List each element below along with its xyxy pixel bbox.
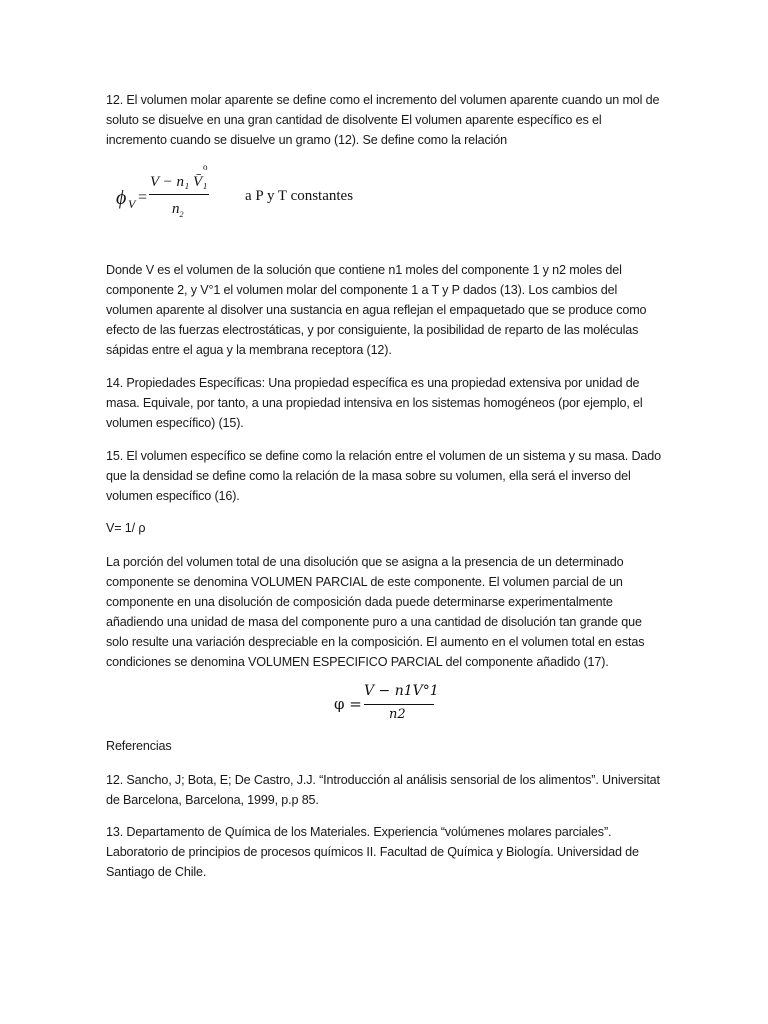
formula-v-rho: V= 1/ ρ [106,521,146,535]
paragraph-14: 14. Propiedades Específicas: Una propiedad específica es una propiedad extensiva por unidad de masa. Equivale, por tanto, a una propiedad intensiva en los sistemas homogéneos (por ejemplo, el volumen específico) (15). [106,376,643,430]
equation2-fraction-bar [364,704,434,705]
references-heading: Referencias [106,739,172,753]
fraction-bar [149,194,209,195]
equation2-lhs: φ = [334,695,362,713]
equation-lhs-phi: ϕ [116,187,127,209]
equation-lhs-subscript: V [128,197,136,211]
paragraph-15: 15. El volumen específico se define como la relación entre el volumen de un sistema y su masa. Dado que la densidad se define como la relación de la masa sobre su volumen, ella será el inverso del volumen específico (16). [106,449,661,503]
paragraph-donde: Donde V es el volumen de la solución que contiene n1 moles del componente 1 y n2 moles del componente 2, y V°1 el volumen molar del componente 1 a T y P dados (13). Los cambios del volumen aparente al disolver una sustancia en agua reflejan el empaquetado que se produce como efecto de las fuerzas electrostáticas, y por consiguiente, la posibilidad de reparto de las moléculas sápidas entre el agua y la membrana receptora (12). [106,263,647,357]
equation-superscript: o [203,162,208,172]
apparent-volume-equation [112,160,412,230]
reference-12: 12. Sancho, J; Bota, E; De Castro, J.J. “Introducción al análisis sensorial de los alimentos”. Universitat de Barcelona, Barcelona, 1999, p.p 85. [106,773,660,807]
equation2-numerator: V − n1V°1 [364,683,439,699]
equation-denominator-subscript: 2 [179,210,184,219]
equation2-denominator: n2 [389,707,406,722]
reference-13: 13. Departamento de Química de los Materiales. Experiencia “volúmenes molares parciales”. Laboratorio de principios de procesos químicos II. Facultad de Química y Biología. Universidad de Santiago de Chile. [106,825,639,879]
equation-denominator: $n_2$ [172,201,184,219]
equation-condition: a P y T constantes [245,188,354,204]
equation-equals: = [138,189,148,206]
paragraph-12: 12. El volumen molar aparente se define como el incremento del volumen aparente cuando un mol de soluto se disuelve en una gran cantidad de disolvente El volumen aparente específico es el incremento cuando se disuelve un gramo (12). Se define como la relación [106,93,660,147]
equation-numerator: V − n₁ V̄₁ [150,174,208,190]
partial-volume-equation [334,682,454,726]
paragraph-volumen-parcial: La porción del volumen total de una disolución que se asigna a la presencia de un determinado componente se denomina VOLUMEN PARCIAL de este componente. El volumen parcial de un componente en una disolución de composición dada puede determinarse experimentalmente añadiendo una unidad de masa del componente puro a una cantidad de disolución tan grande que solo resulte una variación despreciable en la composición. El aumento en el volumen total en estas condiciones se denomina VOLUMEN ESPECIFICO PARCIAL del componente añadido (17). [106,555,645,669]
